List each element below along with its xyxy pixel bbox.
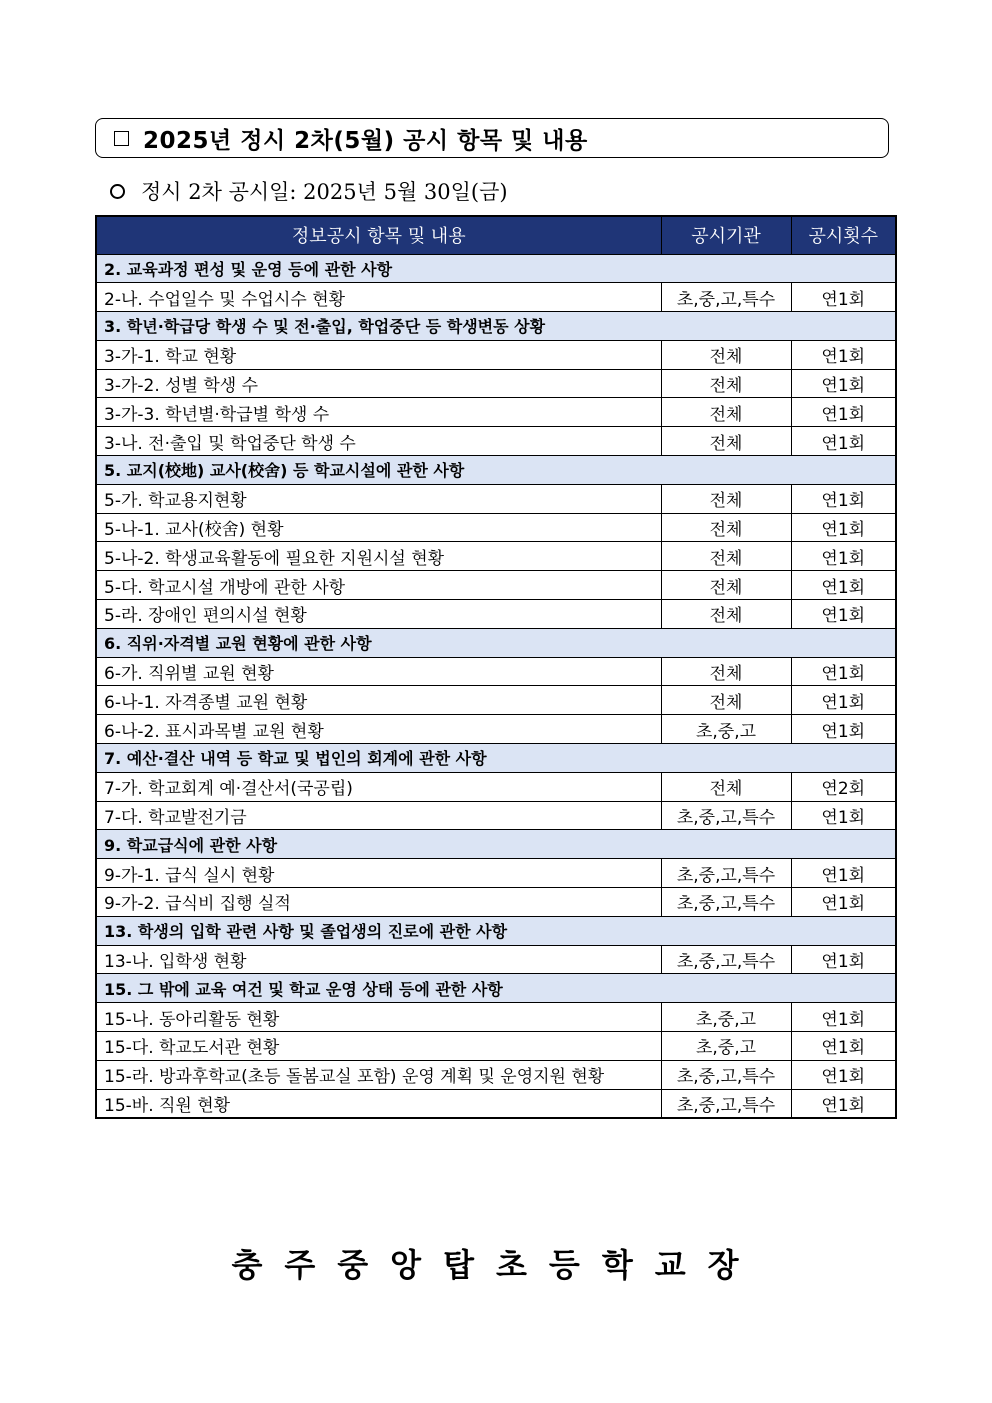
section-row — [96, 456, 896, 485]
school-principal-signature: 충주중앙탑초등학교장 — [231, 1246, 761, 1284]
frequency-cell: 연1회 — [791, 888, 896, 917]
section-row — [96, 744, 896, 773]
frequency-cell: 연1회 — [791, 542, 896, 571]
table-row — [96, 1032, 896, 1061]
table-row — [96, 542, 896, 571]
header-item: 정보공시 항목 및 내용 — [96, 216, 661, 254]
agency-cell: 초,중,고 — [661, 715, 791, 744]
section-row — [96, 916, 896, 945]
table-row — [96, 1003, 896, 1032]
agency-cell: 전체 — [661, 484, 791, 513]
section-row — [96, 312, 896, 341]
table-header-row — [96, 216, 896, 254]
disclosure-table — [95, 215, 897, 1119]
item-label: 3-가-2. 성별 학생 수 — [96, 369, 661, 398]
frequency-cell: 연1회 — [791, 801, 896, 830]
frequency-cell: 연1회 — [791, 398, 896, 427]
table-row — [96, 945, 896, 974]
checkbox-icon — [114, 131, 129, 146]
section-label: 2. 교육과정 편성 및 운영 등에 관한 사항 — [96, 254, 896, 283]
frequency-cell: 연1회 — [791, 340, 896, 369]
frequency-cell: 연1회 — [791, 686, 896, 715]
table-row — [96, 859, 896, 888]
table-row — [96, 888, 896, 917]
table-row — [96, 340, 896, 369]
item-label: 6-가. 직위별 교원 현황 — [96, 657, 661, 686]
announcement-date-text: 정시 2차 공시일: 2025년 5월 30일(금) — [141, 180, 508, 204]
agency-cell: 초,중,고,특수 — [661, 1060, 791, 1089]
table-row — [96, 772, 896, 801]
table-row — [96, 1060, 896, 1089]
page-title: 2025년 정시 2차(5월) 공시 항목 및 내용 — [143, 127, 588, 154]
circle-bullet-icon — [110, 184, 125, 199]
table-row — [96, 801, 896, 830]
frequency-cell: 연1회 — [791, 283, 896, 312]
item-label: 5-나-1. 교사(校舍) 현황 — [96, 513, 661, 542]
header-agency: 공시기관 — [661, 216, 791, 254]
table-row — [96, 513, 896, 542]
table-row — [96, 484, 896, 513]
agency-cell: 전체 — [661, 600, 791, 629]
frequency-cell: 연1회 — [791, 1032, 896, 1061]
item-label: 15-바. 직원 현황 — [96, 1089, 661, 1118]
header-frequency: 공시횟수 — [791, 216, 896, 254]
agency-cell: 초,중,고 — [661, 1003, 791, 1032]
section-label: 9. 학교급식에 관한 사항 — [96, 830, 896, 859]
frequency-cell: 연1회 — [791, 427, 896, 456]
item-label: 9-가-1. 급식 실시 현황 — [96, 859, 661, 888]
agency-cell: 초,중,고,특수 — [661, 1089, 791, 1118]
agency-cell: 전체 — [661, 513, 791, 542]
item-label: 7-다. 학교발전기금 — [96, 801, 661, 830]
frequency-cell: 연1회 — [791, 513, 896, 542]
agency-cell: 전체 — [661, 542, 791, 571]
agency-cell: 초,중,고 — [661, 1032, 791, 1061]
agency-cell: 전체 — [661, 369, 791, 398]
agency-cell: 초,중,고,특수 — [661, 801, 791, 830]
agency-cell: 전체 — [661, 686, 791, 715]
table-row — [96, 1089, 896, 1118]
section-row — [96, 830, 896, 859]
frequency-cell: 연1회 — [791, 571, 896, 600]
item-label: 13-나. 입학생 현황 — [96, 945, 661, 974]
frequency-cell: 연1회 — [791, 715, 896, 744]
agency-cell: 전체 — [661, 398, 791, 427]
agency-cell: 전체 — [661, 340, 791, 369]
item-label: 5-라. 장애인 편의시설 현황 — [96, 600, 661, 629]
item-label: 7-가. 학교회계 예·결산서(국공립) — [96, 772, 661, 801]
section-label: 13. 학생의 입학 관련 사항 및 졸업생의 진로에 관한 사항 — [96, 916, 896, 945]
frequency-cell: 연1회 — [791, 369, 896, 398]
item-label: 5-나-2. 학생교육활동에 필요한 지원시설 현황 — [96, 542, 661, 571]
agency-cell: 초,중,고,특수 — [661, 283, 791, 312]
frequency-cell: 연2회 — [791, 772, 896, 801]
section-label: 15. 그 밖에 교육 여건 및 학교 운영 상태 등에 관한 사항 — [96, 974, 896, 1003]
table-row — [96, 657, 896, 686]
table-row — [96, 427, 896, 456]
item-label: 15-다. 학교도서관 현황 — [96, 1032, 661, 1061]
section-label: 5. 교지(校地) 교사(校舍) 등 학교시설에 관한 사항 — [96, 456, 896, 485]
item-label: 6-나-2. 표시과목별 교원 현황 — [96, 715, 661, 744]
frequency-cell: 연1회 — [791, 657, 896, 686]
section-label: 7. 예산·결산 내역 등 학교 및 법인의 회계에 관한 사항 — [96, 744, 896, 773]
item-label: 9-가-2. 급식비 집행 실적 — [96, 888, 661, 917]
section-label: 3. 학년·학급당 학생 수 및 전·출입, 학업중단 등 학생변동 상황 — [96, 312, 896, 341]
agency-cell: 전체 — [661, 427, 791, 456]
table-row — [96, 283, 896, 312]
item-label: 15-라. 방과후학교(초등 돌봄교실 포함) 운영 계획 및 운영지원 현황 — [96, 1060, 661, 1089]
table-row — [96, 571, 896, 600]
agency-cell: 초,중,고,특수 — [661, 945, 791, 974]
item-label: 6-나-1. 자격종별 교원 현황 — [96, 686, 661, 715]
table-body — [96, 254, 896, 1118]
agency-cell: 초,중,고,특수 — [661, 888, 791, 917]
section-row — [96, 974, 896, 1003]
item-label: 5-가. 학교용지현황 — [96, 484, 661, 513]
section-row — [96, 254, 896, 283]
table-row — [96, 715, 896, 744]
frequency-cell: 연1회 — [791, 600, 896, 629]
frequency-cell: 연1회 — [791, 1089, 896, 1118]
table-row — [96, 398, 896, 427]
frequency-cell: 연1회 — [791, 859, 896, 888]
agency-cell: 전체 — [661, 657, 791, 686]
title-box — [95, 118, 889, 158]
item-label: 15-나. 동아리활동 현황 — [96, 1003, 661, 1032]
item-label: 2-나. 수업일수 및 수업시수 현황 — [96, 283, 661, 312]
section-row — [96, 628, 896, 657]
table-row — [96, 686, 896, 715]
frequency-cell: 연1회 — [791, 1003, 896, 1032]
agency-cell: 전체 — [661, 772, 791, 801]
frequency-cell: 연1회 — [791, 484, 896, 513]
announcement-date — [110, 174, 508, 208]
item-label: 3-나. 전·출입 및 학업중단 학생 수 — [96, 427, 661, 456]
frequency-cell: 연1회 — [791, 945, 896, 974]
item-label: 5-다. 학교시설 개방에 관한 사항 — [96, 571, 661, 600]
agency-cell: 초,중,고,특수 — [661, 859, 791, 888]
table-row — [96, 600, 896, 629]
frequency-cell: 연1회 — [791, 1060, 896, 1089]
item-label: 3-가-1. 학교 현황 — [96, 340, 661, 369]
section-label: 6. 직위·자격별 교원 현황에 관한 사항 — [96, 628, 896, 657]
table-row — [96, 369, 896, 398]
agency-cell: 전체 — [661, 571, 791, 600]
item-label: 3-가-3. 학년별·학급별 학생 수 — [96, 398, 661, 427]
